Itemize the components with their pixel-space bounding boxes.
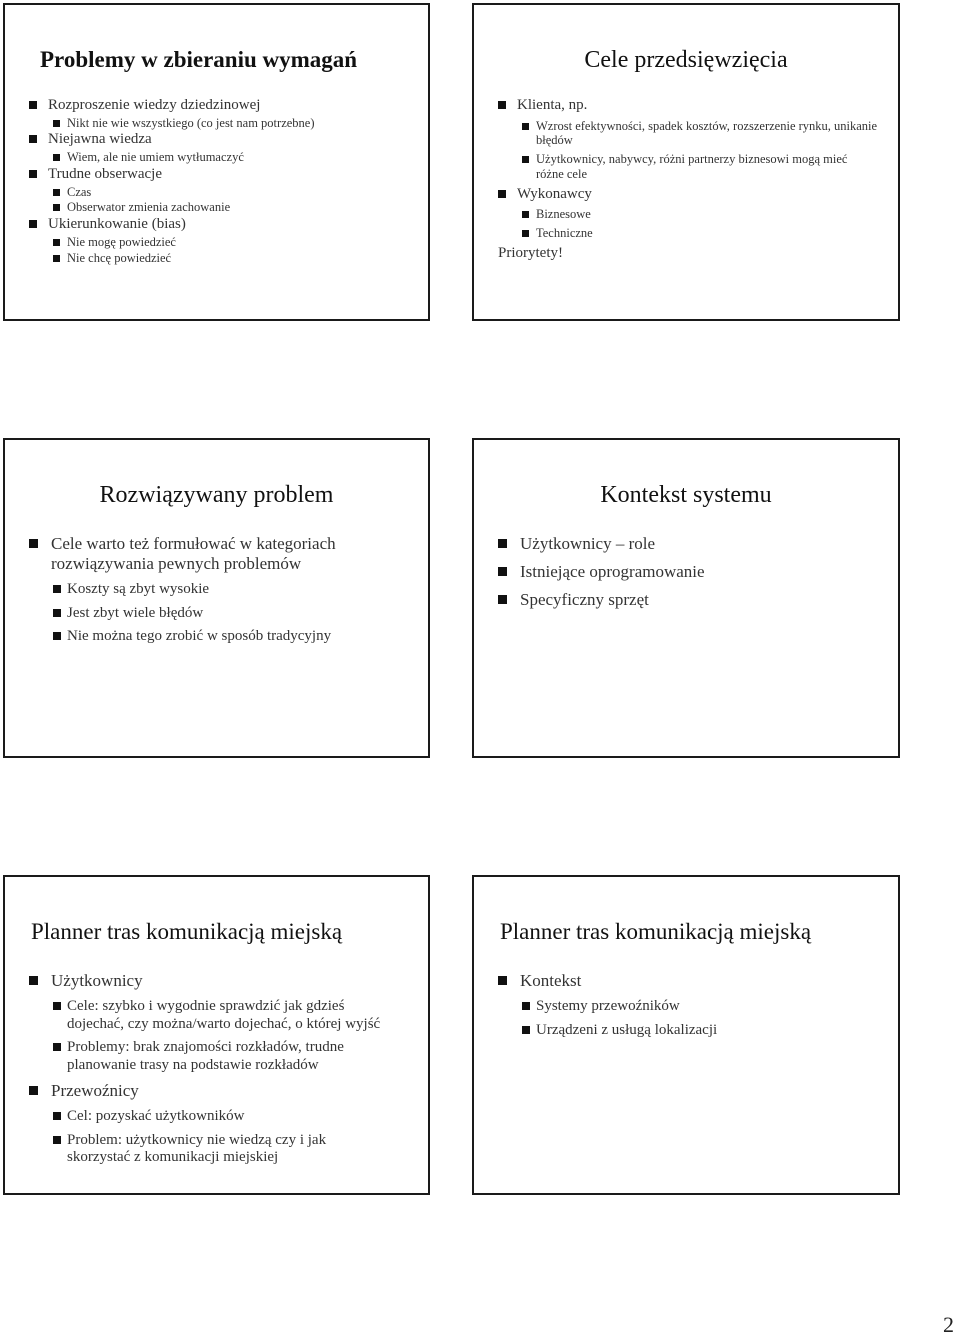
- list-item: Nikt nie wie wszystkiego (co jest nam potrzebne): [29, 116, 424, 131]
- list-item: Priorytety!: [498, 244, 563, 261]
- list-item: Urządzeni z usługą lokalizacji: [498, 1022, 878, 1040]
- list-item: Nie chcę powiedzieć: [29, 251, 424, 266]
- square-bullet-icon: [29, 220, 37, 228]
- square-bullet-icon: [522, 1026, 530, 1034]
- list-item: Problemy: brak znajomości rozkładów, trudne planowanie trasy na podstawie rozkładów: [29, 1039, 384, 1074]
- slide-title: Kontekst systemu: [600, 482, 772, 508]
- bullet-list: [498, 97, 878, 263]
- square-bullet-icon: [53, 189, 60, 196]
- square-bullet-icon: [53, 255, 60, 262]
- bullet-list: [498, 971, 878, 1045]
- square-bullet-icon: [522, 230, 529, 237]
- square-bullet-icon: [53, 632, 61, 640]
- slide-title: Cele przedsięwzięcia: [584, 47, 788, 73]
- slide-title: Rozwiązywany problem: [99, 482, 334, 508]
- square-bullet-icon: [53, 1002, 61, 1010]
- square-bullet-icon: [53, 204, 60, 211]
- page-number: 2: [943, 1312, 954, 1337]
- slide-6: [472, 875, 900, 1195]
- slide-2: [472, 3, 900, 321]
- list-item: Trudne obserwacje: [29, 166, 424, 184]
- list-item: Obserwator zmienia zachowanie: [29, 200, 424, 215]
- square-bullet-icon: [522, 1002, 530, 1010]
- square-bullet-icon: [53, 585, 61, 593]
- list-item: Cel: pozyskać użytkowników: [29, 1108, 384, 1126]
- square-bullet-icon: [498, 539, 507, 548]
- slide-title: Planner tras komunikacją miejską: [31, 919, 343, 944]
- list-item: Wiem, ale nie umiem wytłumaczyć: [29, 150, 424, 165]
- list-item: Cele: szybko i wygodnie sprawdzić jak gdzieś dojechać, czy można/warto dojechać, o której wyjść: [29, 998, 384, 1033]
- list-item: Ukierunkowanie (bias): [29, 216, 424, 234]
- slide-1: [3, 3, 430, 321]
- slide-3: [3, 438, 430, 758]
- square-bullet-icon: [29, 1086, 38, 1095]
- square-bullet-icon: [29, 135, 37, 143]
- bullet-list: [29, 97, 424, 266]
- list-item: Wykonawcy: [498, 186, 878, 204]
- list-item: Systemy przewoźników: [498, 998, 878, 1016]
- square-bullet-icon: [53, 609, 61, 617]
- square-bullet-icon: [498, 976, 507, 985]
- list-item: Problem: użytkownicy nie wiedzą czy i jak skorzystać z komunikacji miejskiej: [29, 1132, 384, 1167]
- slide-5: [3, 875, 430, 1195]
- list-item: Niejawna wiedza: [29, 131, 424, 149]
- list-item: Czas: [29, 185, 424, 200]
- list-item: Użytkownicy: [29, 971, 384, 991]
- bullet-list: [498, 534, 878, 618]
- list-item: Nie mogę powiedzieć: [29, 235, 424, 250]
- square-bullet-icon: [53, 120, 60, 127]
- list-item: Cele warto też formułować w kategoriach rozwiązywania pewnych problemów: [29, 534, 369, 574]
- square-bullet-icon: [498, 567, 507, 576]
- list-item: Klienta, np.: [498, 97, 878, 115]
- square-bullet-icon: [522, 211, 529, 218]
- list-item: Wzrost efektywności, spadek kosztów, rozszerzenie rynku, unikanie błędów: [498, 119, 878, 149]
- square-bullet-icon: [498, 595, 507, 604]
- square-bullet-icon: [522, 123, 529, 130]
- list-item: Użytkownicy – role: [498, 534, 878, 554]
- square-bullet-icon: [29, 539, 38, 548]
- square-bullet-icon: [53, 1136, 61, 1144]
- slide-title: Planner tras komunikacją miejską: [500, 919, 812, 944]
- square-bullet-icon: [498, 190, 506, 198]
- list-item: Przewoźnicy: [29, 1081, 384, 1101]
- list-item: Specyficzny sprzęt: [498, 590, 878, 610]
- bullet-list: [29, 534, 369, 652]
- square-bullet-icon: [29, 101, 37, 109]
- list-item: Kontekst: [498, 971, 878, 991]
- square-bullet-icon: [29, 170, 37, 178]
- list-item: Użytkownicy, nabywcy, różni partnerzy biznesowi mogą mieć różne cele: [498, 152, 878, 182]
- square-bullet-icon: [53, 1043, 61, 1051]
- list-item: Techniczne: [498, 226, 878, 241]
- square-bullet-icon: [53, 239, 60, 246]
- square-bullet-icon: [53, 1112, 61, 1120]
- slide-title: Problemy w zbieraniu wymagań: [40, 47, 358, 72]
- square-bullet-icon: [29, 976, 38, 985]
- list-item: Jest zbyt wiele błędów: [29, 605, 369, 623]
- square-bullet-icon: [53, 154, 60, 161]
- list-item: Nie można tego zrobić w sposób tradycyjny: [29, 628, 369, 646]
- bullet-list: [29, 971, 384, 1173]
- list-item: Rozproszenie wiedzy dziedzinowej: [29, 97, 424, 115]
- square-bullet-icon: [522, 156, 529, 163]
- square-bullet-icon: [498, 101, 506, 109]
- list-item: Istniejące oprogramowanie: [498, 562, 878, 582]
- slide-4: [472, 438, 900, 758]
- list-item: Biznesowe: [498, 207, 878, 222]
- list-item: Koszty są zbyt wysokie: [29, 581, 369, 599]
